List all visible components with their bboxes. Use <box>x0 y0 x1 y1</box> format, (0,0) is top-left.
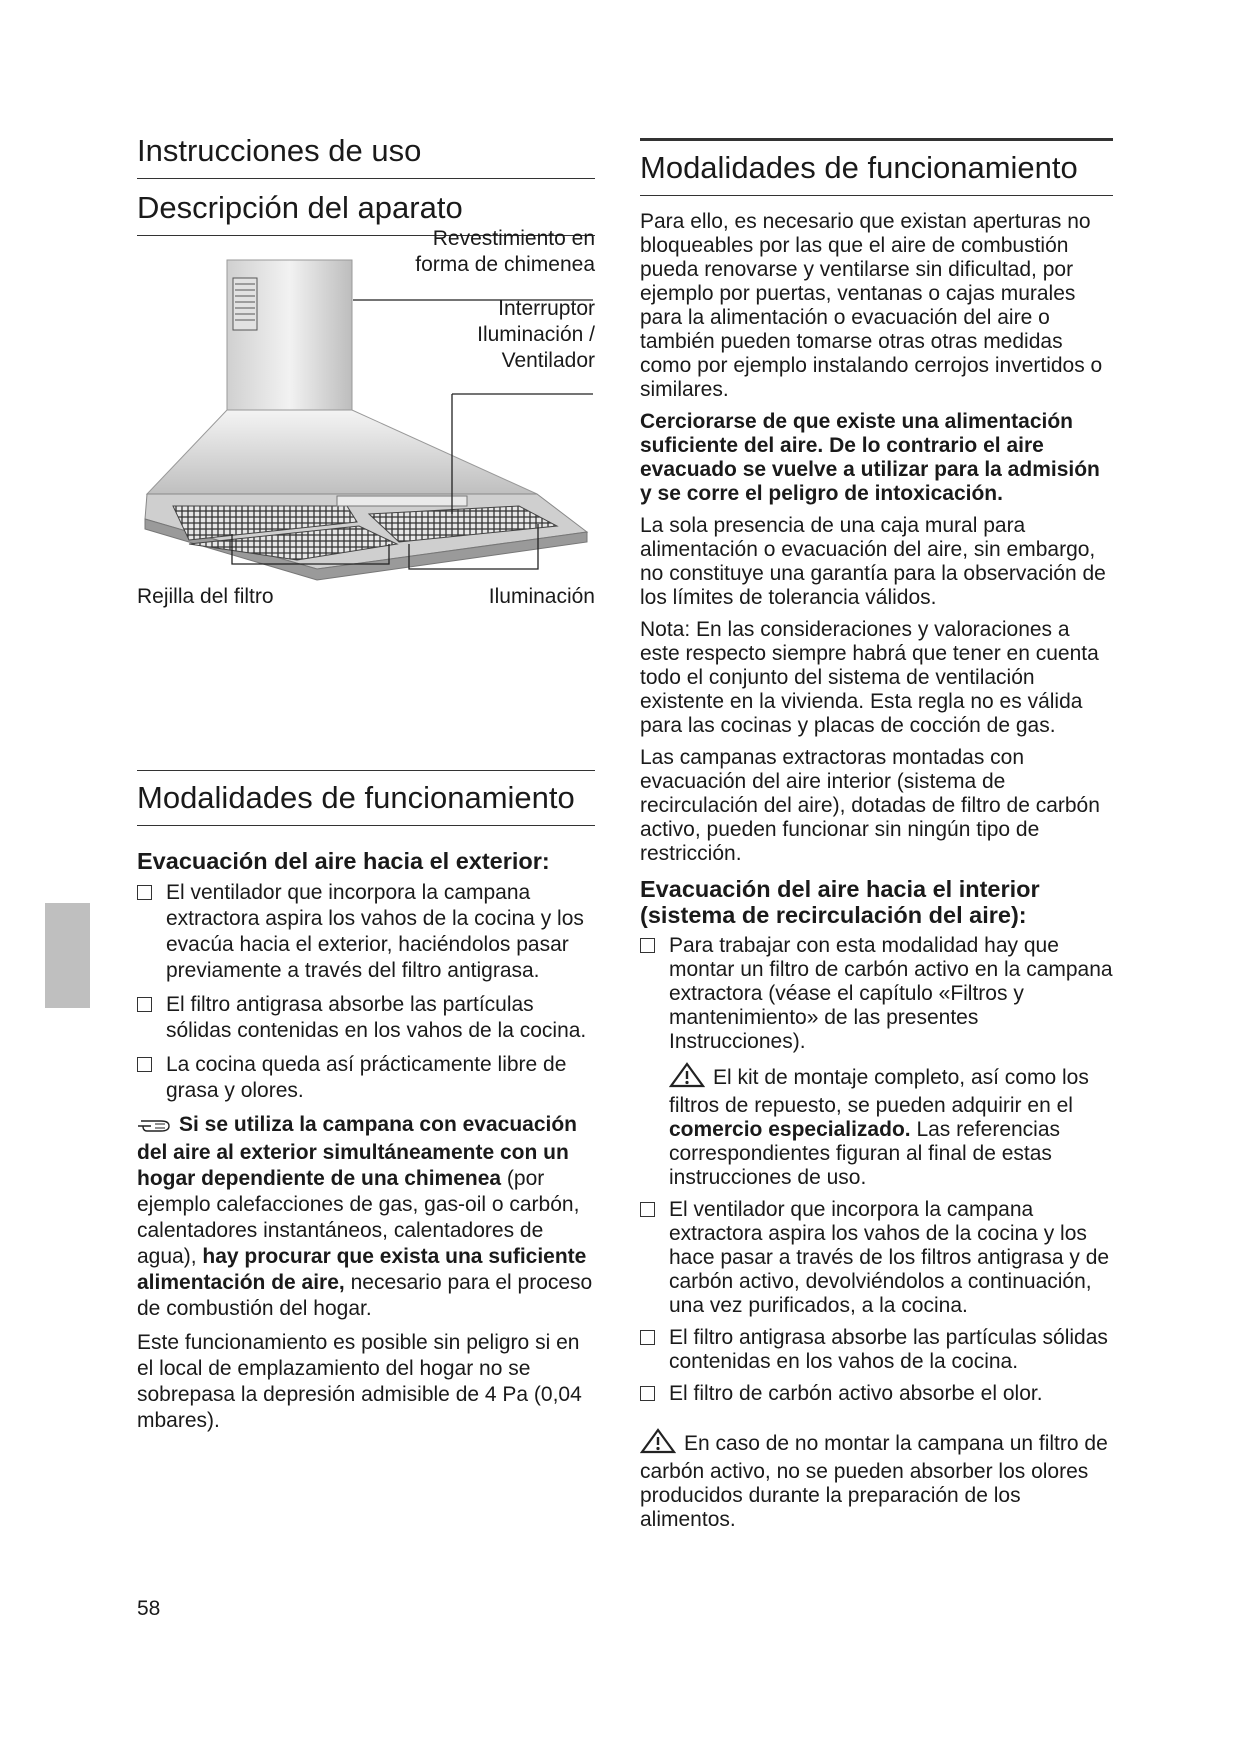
left-column <box>137 120 595 1442</box>
label-lighting: Iluminación <box>488 585 595 608</box>
device-description-title: Descripción del aparato <box>137 179 595 236</box>
exterior-extraction-heading: Evacuación del aire hacia el exterior: <box>137 848 550 874</box>
label-switch-line3: Ventilador <box>501 349 595 372</box>
paragraph: Las campanas extractoras montadas con evacuación del aire interior (sistema de recirculación del aire), dotadas de filtro de carbón activo, pueden funcionar sin ningún tipo de restricción. <box>640 746 1100 865</box>
list-item: Para trabajar con esta modalidad hay que montar un filtro de carbón activo en la campana extractora (véase el capítulo «Filtros y mantenimiento» de las presentes Instrucciones). El kit de montaje completo, así como los filtros de repuesto, se pueden adquirir en el comercio especializado. Las referencias correspondientes figuran al final de estas instrucciones de uso. <box>640 934 1113 1190</box>
section-tab <box>45 903 90 1008</box>
label-switch-line2: Iluminación / <box>477 323 595 346</box>
air-supply-warning: Cerciorarse de que existe una alimentación suficiente del aire. De lo contrario el aire evacuado se vuelve a utilizar para la admisión y se corre el peligro de intoxicación. <box>640 410 1100 505</box>
checkbox-bullet <box>137 885 152 900</box>
label-filter-grille: Rejilla del filtro <box>137 585 274 608</box>
list-item: El filtro antigrasa absorbe las partículas sólidas contenidas en los vahos de la cocina. <box>640 1326 1113 1374</box>
label-switch-line1: Interruptor <box>498 297 595 320</box>
page-number: 58 <box>137 1597 161 1620</box>
hood-diagram <box>137 227 595 664</box>
manual-title: Instrucciones de uso <box>137 120 595 179</box>
chimney-warning-note: Si se utiliza la campana con evacuación del aire al exterior simultáneamente con un hogar dependiente de una chimenea (por ejemplo calefacciones de gas, gas-oil o carbón, calentadores instantáneos, calentadores de agua), hay procurar que exista una suficiente alimentación de aire, necesario para el proceso de combustión del hogar. <box>137 1113 593 1320</box>
operating-modes-title-continued: Modalidades de funcionamiento <box>640 138 1113 196</box>
paragraph: La sola presencia de una caja mural para alimentación o evacuación del aire, sin embargo, no constituye una garantía para la observación de los límites de tolerancia válidos. <box>640 514 1106 609</box>
list-item: El filtro antigrasa absorbe las partículas sólidas contenidas en los vahos de la cocina. <box>137 992 595 1044</box>
paragraph: Para ello, es necesario que existan aperturas no bloqueables por las que el aire de combustión pueda renovarse y ventilarse sin dificultad, por ejemplo por puertas, ventanas o cajas murales para la alimentación o evacuación del aire o también pueden tomarse otras otras medidas como por ejemplo instalando cerrojos invertidos o similares. <box>640 210 1103 401</box>
checkbox-bullet <box>137 1057 152 1072</box>
label-chimney-cover: Revestimiento en forma de chimenea <box>415 227 595 276</box>
checkbox-bullet <box>137 997 152 1012</box>
no-carbon-filter-warning: En caso de no montar la campana un filtro de carbón activo, no se pueden absorber los olores producidos durante la preparación de los alimentos. <box>640 1428 1113 1532</box>
list-item: El filtro de carbón activo absorbe el olor. <box>640 1382 1113 1406</box>
paragraph: Nota: En las consideraciones y valoraciones a este respecto siempre habrá que tener en cuenta todo el conjunto del sistema de ventilación existente en la vivienda. Esta regla no es válida para las cocinas y placas de cocción de gas. <box>640 618 1099 737</box>
warning-icon <box>669 1062 705 1094</box>
safe-operation-paragraph: Este funcionamiento es posible sin peligro si en el local de emplazamiento del hogar no se sobrepasa la depresión admisible de 4 Pa (0,04 mbares). <box>137 1331 582 1432</box>
recirculation-heading: Evacuación del aire hacia el interior (sistema de recirculación del aire): <box>640 876 1040 928</box>
list-item: La cocina queda así prácticamente libre de grasa y olores. <box>137 1052 595 1104</box>
checkbox-bullet <box>640 1330 655 1345</box>
right-column <box>640 138 1113 1540</box>
operating-modes-title: Modalidades de funcionamiento <box>137 770 595 826</box>
checkbox-bullet <box>640 1202 655 1217</box>
checkbox-bullet <box>640 938 655 953</box>
warning-icon <box>640 1428 676 1460</box>
list-item: El ventilador que incorpora la campana extractora aspira los vahos de la cocina y los hace pasar a través de los filtros antigrasa y de carbón activo, devolviéndolos a continuación, una vez purificados, a la cocina. <box>640 1198 1113 1318</box>
pointing-hand-icon <box>137 1114 173 1140</box>
list-item: El ventilador que incorpora la campana extractora aspira los vahos de la cocina y los evacúa hacia el exterior, haciéndolos pasar previamente a través del filtro antigrasa. <box>137 880 595 984</box>
checkbox-bullet <box>640 1386 655 1401</box>
